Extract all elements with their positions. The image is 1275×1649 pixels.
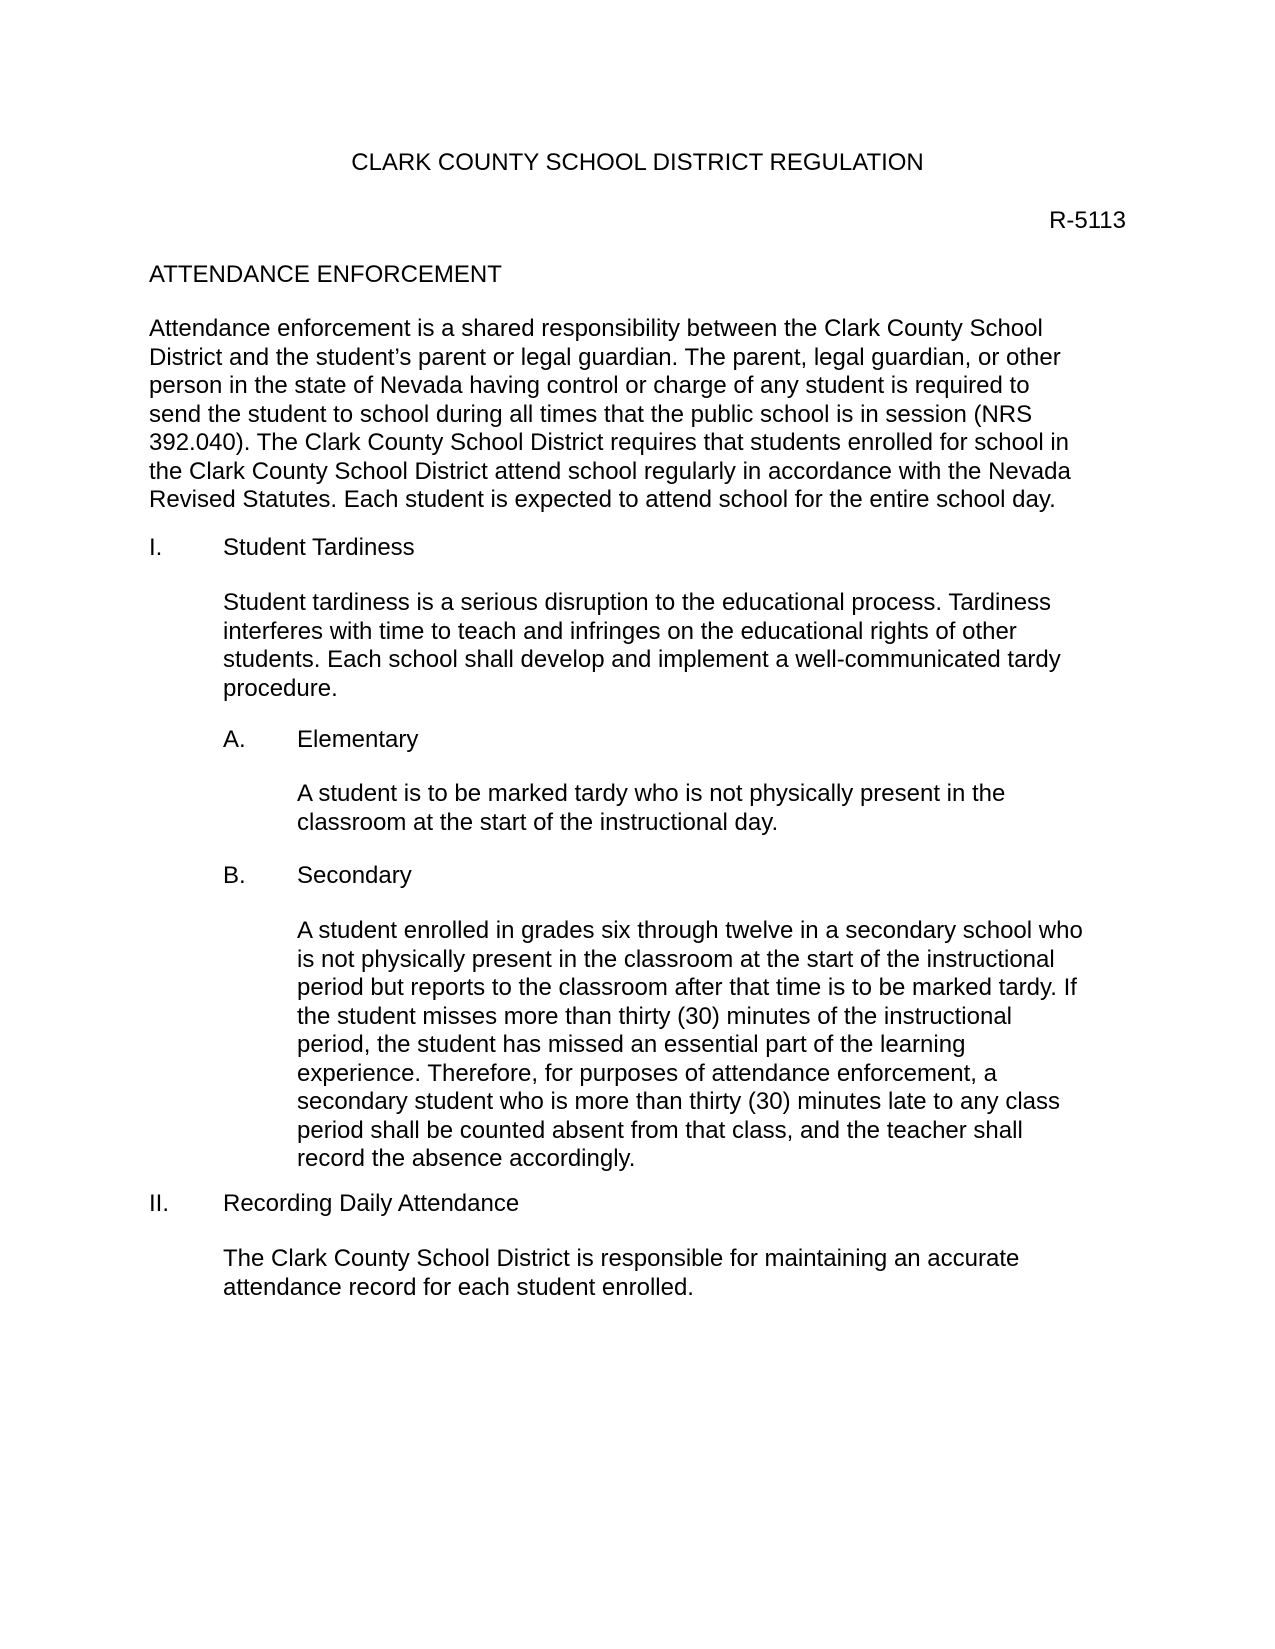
intro-paragraph xyxy=(149,315,1071,515)
section-2-heading: Recording Daily Attendance xyxy=(223,1190,520,1217)
section-1-line: Student tardiness is a serious disruption to the educational process. Tardiness xyxy=(223,589,1052,616)
section-1-line: procedure. xyxy=(223,674,338,702)
intro-line: person in the state of Nevada having control or charge of any student is required to xyxy=(149,372,1030,399)
section-1-line: students. Each school shall develop and implement a well-communicated tardy xyxy=(223,646,1061,673)
intro-line: the Clark County School District attend school regularly in accordance with the Nevada xyxy=(149,457,1071,485)
intro-line: send the student to school during all times that the public school is in session (NRS xyxy=(149,400,1033,428)
subsection-a-paragraph xyxy=(297,780,1005,837)
section-1-heading-block xyxy=(223,534,415,563)
subsection-a-line: A student is to be marked tardy who is not physically present in the xyxy=(297,780,1006,807)
subsection-b-line: record the absence accordingly. xyxy=(297,1145,636,1172)
subsection-a-line: classroom at the start of the instructional day. xyxy=(297,808,779,836)
subsection-b-heading-block xyxy=(297,862,412,891)
subsection-a-letter: A. xyxy=(223,726,246,753)
section-1-paragraph xyxy=(223,589,1061,703)
subsection-b-paragraph xyxy=(297,917,1083,1174)
section-2-line: attendance record for each student enrolled. xyxy=(223,1273,694,1301)
intro-line: Attendance enforcement is a shared responsibility between the Clark County School xyxy=(149,315,1043,342)
intro-line: Revised Statutes. Each student is expected to attend school for the entire school day. xyxy=(149,486,1056,513)
section-2-heading-block xyxy=(223,1190,519,1219)
section-2-numeral: II. xyxy=(149,1190,170,1217)
subsection-b-line: experience. Therefore, for purposes of attendance enforcement, a xyxy=(297,1059,997,1087)
section-1-line: interferes with time to teach and infringes on the educational rights of other xyxy=(223,617,1017,645)
subsection-b-line: secondary student who is more than thirty (30) minutes late to any class xyxy=(297,1088,1061,1115)
document-header-title: CLARK COUNTY SCHOOL DISTRICT REGULATION xyxy=(351,149,924,176)
subsection-b-line: A student enrolled in grades six through twelve in a secondary school who xyxy=(297,917,1083,944)
section-2-paragraph xyxy=(223,1245,1019,1302)
document-subject xyxy=(149,261,502,290)
subsection-b-line: period but reports to the classroom after that time is to be marked tardy. If xyxy=(297,974,1077,1001)
section-1-heading: Student Tardiness xyxy=(223,534,415,561)
subsection-a-heading-block xyxy=(297,726,418,755)
subsection-b-letter: B. xyxy=(223,862,246,889)
subject-heading: ATTENDANCE ENFORCEMENT xyxy=(149,261,502,288)
intro-line: 392.040). The Clark County School District requires that students enrolled for school in xyxy=(149,429,1070,456)
section-1-numeral: I. xyxy=(149,534,163,561)
subsection-a-heading: Elementary xyxy=(297,726,419,753)
regulation-number: R-5113 xyxy=(1049,207,1126,234)
subsection-b-line: period shall be counted absent from that class, and the teacher shall xyxy=(297,1116,1023,1144)
intro-line: District and the student’s parent or legal guardian. The parent, legal guardian, or other xyxy=(149,343,1061,371)
subsection-b-heading: Secondary xyxy=(297,862,412,889)
subsection-b-line: period, the student has missed an essential part of the learning xyxy=(297,1031,966,1058)
section-2-line: The Clark County School District is responsible for maintaining an accurate xyxy=(223,1245,1020,1272)
subsection-b-line: is not physically present in the classroom at the start of the instructional xyxy=(297,945,1055,973)
subsection-b-line: the student misses more than thirty (30) minutes of the instructional xyxy=(297,1002,1012,1030)
